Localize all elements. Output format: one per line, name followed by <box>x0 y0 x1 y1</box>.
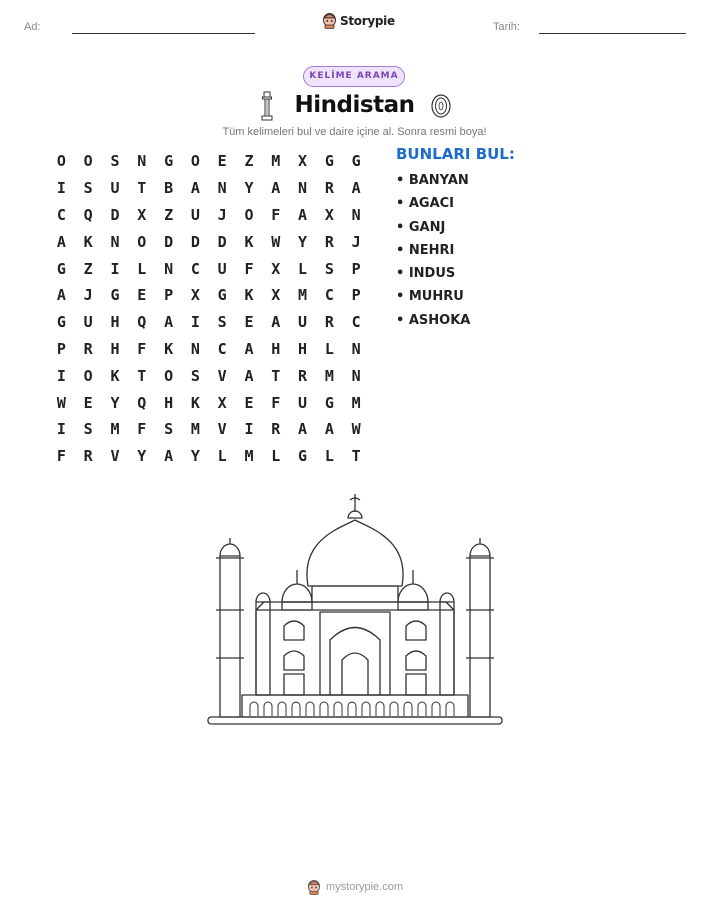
grid-letter[interactable]: U <box>298 393 308 412</box>
grid-letter[interactable]: N <box>217 179 227 198</box>
grid-letter[interactable]: A <box>164 313 174 332</box>
grid-letter[interactable]: J <box>217 205 227 224</box>
grid-letter[interactable]: F <box>56 447 66 466</box>
grid-letter[interactable]: A <box>56 286 66 305</box>
grid-letter[interactable]: V <box>217 420 227 439</box>
grid-letter[interactable]: W <box>56 393 66 412</box>
grid-letter[interactable]: A <box>271 179 281 198</box>
grid-letter[interactable]: K <box>164 339 174 358</box>
grid-letter[interactable]: U <box>190 205 200 224</box>
grid-letter[interactable]: A <box>298 205 308 224</box>
grid-letter[interactable]: X <box>217 393 227 412</box>
grid-letter[interactable]: N <box>110 232 120 251</box>
grid-row <box>48 443 370 470</box>
grid-letter[interactable]: T <box>137 179 147 198</box>
grid-letter[interactable]: I <box>56 366 66 385</box>
grid-letter[interactable]: X <box>190 286 200 305</box>
grid-letter[interactable]: A <box>351 179 361 198</box>
grid-letter[interactable]: Y <box>110 393 120 412</box>
grid-row <box>48 282 370 309</box>
grid-letter[interactable]: M <box>244 447 254 466</box>
grid-row <box>48 175 370 202</box>
grid-letter[interactable]: J <box>351 232 361 251</box>
grid-letter[interactable]: D <box>164 232 174 251</box>
grid-letter[interactable]: N <box>164 259 174 278</box>
grid-letter[interactable]: G <box>56 313 66 332</box>
grid-letter[interactable]: Q <box>137 393 147 412</box>
grid-letter[interactable]: M <box>351 393 361 412</box>
grid-letter[interactable]: N <box>351 205 361 224</box>
word-item: • AGACI <box>396 196 455 212</box>
chakra-icon <box>430 94 452 118</box>
grid-letter[interactable]: D <box>190 232 200 251</box>
grid-letter[interactable]: G <box>324 393 334 412</box>
grid-letter[interactable]: E <box>217 152 227 171</box>
grid-letter[interactable]: N <box>351 366 361 385</box>
word-item: • BANYAN <box>396 173 469 188</box>
grid-row <box>48 362 370 389</box>
grid-letter[interactable]: L <box>217 447 227 466</box>
grid-letter[interactable]: X <box>271 259 281 278</box>
grid-letter[interactable]: A <box>244 339 254 358</box>
grid-letter[interactable]: S <box>190 366 200 385</box>
grid-letter[interactable]: X <box>137 205 147 224</box>
grid-letter[interactable]: D <box>217 232 227 251</box>
grid-letter[interactable]: K <box>244 286 254 305</box>
instructions: Tüm kelimeleri bul ve daire içine al. Sonra resmi boya! <box>222 126 487 138</box>
grid-letter[interactable]: A <box>324 420 334 439</box>
grid-letter[interactable]: X <box>271 286 281 305</box>
grid-letter[interactable]: G <box>110 286 120 305</box>
word-list-title: BUNLARI BUL: <box>396 145 515 163</box>
grid-letter[interactable]: N <box>137 152 147 171</box>
grid-letter[interactable]: R <box>298 366 308 385</box>
brand-logo <box>322 12 395 29</box>
date-label: Tarih: <box>493 21 520 33</box>
grid-letter[interactable]: A <box>298 420 308 439</box>
grid-letter[interactable]: N <box>190 339 200 358</box>
grid-letter[interactable]: O <box>56 152 66 171</box>
grid-letter[interactable]: R <box>271 420 281 439</box>
grid-letter[interactable]: X <box>298 152 308 171</box>
grid-letter[interactable]: A <box>56 232 66 251</box>
letter-grid <box>48 148 370 470</box>
grid-letter[interactable]: J <box>83 286 93 305</box>
grid-letter[interactable]: S <box>217 313 227 332</box>
grid-letter[interactable]: M <box>324 366 334 385</box>
grid-row <box>48 416 370 443</box>
grid-letter[interactable]: G <box>56 259 66 278</box>
grid-letter[interactable]: S <box>110 152 120 171</box>
storypie-mascot-icon <box>307 879 321 895</box>
grid-letter[interactable]: I <box>56 420 66 439</box>
grid-letter[interactable]: O <box>244 205 254 224</box>
grid-letter[interactable]: T <box>137 366 147 385</box>
grid-row <box>48 336 370 363</box>
word-item: • NEHRI <box>396 242 455 258</box>
grid-letter[interactable]: I <box>244 420 254 439</box>
grid-letter[interactable]: C <box>190 259 200 278</box>
word-item: • MUHRU <box>396 289 464 305</box>
grid-letter[interactable]: A <box>190 179 200 198</box>
word-item: • INDUS <box>396 266 456 282</box>
grid-letter[interactable]: F <box>271 205 281 224</box>
grid-letter[interactable]: Z <box>164 205 174 224</box>
grid-letter[interactable]: Z <box>83 259 93 278</box>
grid-letter[interactable]: H <box>298 339 308 358</box>
grid-letter[interactable]: U <box>217 259 227 278</box>
grid-letter[interactable]: L <box>137 259 147 278</box>
grid-letter[interactable]: E <box>244 393 254 412</box>
grid-letter[interactable]: L <box>298 259 308 278</box>
word-item: • GANJ <box>396 219 446 235</box>
grid-letter[interactable]: B <box>164 179 174 198</box>
grid-letter[interactable]: P <box>351 286 361 305</box>
grid-letter[interactable]: R <box>324 313 334 332</box>
grid-letter[interactable]: E <box>83 393 93 412</box>
grid-letter[interactable]: I <box>190 313 200 332</box>
grid-letter[interactable]: F <box>137 339 147 358</box>
grid-letter[interactable]: P <box>56 339 66 358</box>
grid-letter[interactable]: M <box>190 420 200 439</box>
grid-row <box>48 255 370 282</box>
storypie-mascot-icon <box>322 12 337 29</box>
grid-letter[interactable]: U <box>83 313 93 332</box>
brand-name: Storypie <box>340 13 395 28</box>
footer-website: mystorypie.com <box>326 881 404 893</box>
grid-letter[interactable]: O <box>83 366 93 385</box>
grid-letter[interactable]: V <box>110 447 120 466</box>
grid-letter[interactable]: K <box>110 366 120 385</box>
grid-letter[interactable]: C <box>324 286 334 305</box>
name-label: Ad: <box>24 21 41 33</box>
date-line <box>539 33 686 34</box>
grid-letter[interactable]: R <box>324 232 334 251</box>
grid-letter[interactable]: Y <box>244 179 254 198</box>
grid-letter[interactable]: W <box>351 420 361 439</box>
grid-letter[interactable]: H <box>110 339 120 358</box>
grid-row <box>48 389 370 416</box>
grid-letter[interactable]: M <box>298 286 308 305</box>
grid-letter[interactable]: G <box>298 447 308 466</box>
category-badge: KELİME ARAMA <box>303 66 405 87</box>
name-line <box>72 33 255 34</box>
grid-letter[interactable]: P <box>351 259 361 278</box>
grid-letter[interactable]: Y <box>137 447 147 466</box>
word-list <box>396 171 470 334</box>
grid-letter[interactable]: U <box>110 179 120 198</box>
grid-letter[interactable]: T <box>271 366 281 385</box>
grid-letter[interactable]: X <box>324 205 334 224</box>
grid-letter[interactable]: M <box>110 420 120 439</box>
grid-letter[interactable]: Y <box>190 447 200 466</box>
grid-letter[interactable]: F <box>244 259 254 278</box>
footer <box>307 879 403 895</box>
grid-letter[interactable]: E <box>244 313 254 332</box>
grid-letter[interactable]: N <box>298 179 308 198</box>
grid-letter[interactable]: K <box>190 393 200 412</box>
grid-letter[interactable]: H <box>110 313 120 332</box>
grid-letter[interactable]: G <box>164 152 174 171</box>
grid-letter[interactable]: R <box>83 339 93 358</box>
grid-letter[interactable]: C <box>351 313 361 332</box>
taj-mahal-icon <box>200 490 510 730</box>
grid-letter[interactable]: R <box>324 179 334 198</box>
grid-letter[interactable]: A <box>164 447 174 466</box>
grid-letter[interactable]: K <box>244 232 254 251</box>
grid-row <box>48 202 370 229</box>
grid-letter[interactable]: F <box>137 420 147 439</box>
grid-letter[interactable]: O <box>190 152 200 171</box>
grid-letter[interactable]: D <box>110 205 120 224</box>
grid-row <box>48 148 370 175</box>
grid-letter[interactable]: S <box>164 420 174 439</box>
grid-letter[interactable]: W <box>271 232 281 251</box>
grid-letter[interactable]: G <box>217 286 227 305</box>
word-item: • ASHOKA <box>396 312 471 328</box>
grid-letter[interactable]: L <box>271 447 281 466</box>
grid-letter[interactable]: V <box>217 366 227 385</box>
grid-letter[interactable]: O <box>164 366 174 385</box>
grid-row <box>48 228 370 255</box>
grid-letter[interactable]: R <box>83 447 93 466</box>
grid-letter[interactable]: L <box>324 339 334 358</box>
grid-letter[interactable]: Z <box>244 152 254 171</box>
grid-letter[interactable]: L <box>324 447 334 466</box>
grid-letter[interactable]: M <box>271 152 281 171</box>
grid-letter[interactable]: P <box>164 286 174 305</box>
grid-letter[interactable]: O <box>137 232 147 251</box>
grid-letter[interactable]: A <box>271 313 281 332</box>
grid-letter[interactable]: Y <box>298 232 308 251</box>
grid-letter[interactable]: C <box>217 339 227 358</box>
grid-letter[interactable]: T <box>351 447 361 466</box>
grid-letter[interactable]: G <box>351 152 361 171</box>
grid-letter[interactable]: Q <box>83 205 93 224</box>
grid-letter[interactable]: E <box>137 286 147 305</box>
grid-letter[interactable]: S <box>83 179 93 198</box>
grid-letter[interactable]: H <box>271 339 281 358</box>
grid-letter[interactable]: O <box>83 152 93 171</box>
grid-letter[interactable]: H <box>164 393 174 412</box>
grid-letter[interactable]: U <box>298 313 308 332</box>
grid-letter[interactable]: A <box>244 366 254 385</box>
grid-letter[interactable]: F <box>271 393 281 412</box>
grid-letter[interactable]: K <box>83 232 93 251</box>
grid-letter[interactable]: Q <box>137 313 147 332</box>
grid-letter[interactable]: N <box>351 339 361 358</box>
page-title: Hindistan <box>294 92 415 118</box>
grid-letter[interactable]: G <box>324 152 334 171</box>
grid-letter[interactable]: S <box>83 420 93 439</box>
grid-letter[interactable]: S <box>324 259 334 278</box>
grid-letter[interactable]: I <box>56 179 66 198</box>
grid-row <box>48 309 370 336</box>
grid-letter[interactable]: I <box>110 259 120 278</box>
grid-letter[interactable]: C <box>56 205 66 224</box>
